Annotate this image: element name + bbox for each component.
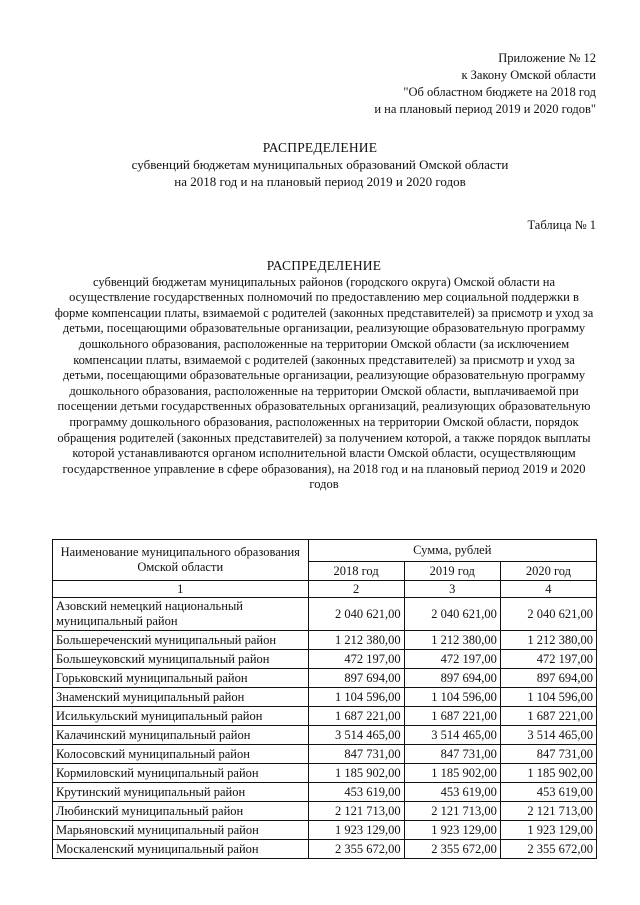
amount-2018: 3 514 465,00 (308, 726, 404, 745)
amount-2019: 1 687 221,00 (404, 707, 500, 726)
amount-2019: 1 185 902,00 (404, 764, 500, 783)
amount-2020: 897 694,00 (500, 669, 596, 688)
amount-2020: 472 197,00 (500, 650, 596, 669)
district-name: Большереченский муниципальный район (53, 631, 309, 650)
amount-2020: 2 040 621,00 (500, 598, 596, 631)
column-header-name: Наименование муниципального образования Омской области (53, 540, 309, 581)
amount-2018: 1 185 902,00 (308, 764, 404, 783)
amount-2018: 897 694,00 (308, 669, 404, 688)
district-name: Исилькульский муниципальный район (53, 707, 309, 726)
amount-2018: 1 212 380,00 (308, 631, 404, 650)
amount-2020: 847 731,00 (500, 745, 596, 764)
table-row (53, 598, 597, 631)
amount-2019: 3 514 465,00 (404, 726, 500, 745)
appendix-line: "Об областном бюджете на 2018 год (403, 85, 596, 99)
subvention-table (52, 539, 597, 859)
district-name: Калачинский муниципальный район (53, 726, 309, 745)
column-header-year: 2019 год (404, 562, 500, 581)
table-row (53, 631, 597, 650)
amount-2019: 1 212 380,00 (404, 631, 500, 650)
district-name: Крутинский муниципальный район (53, 783, 309, 802)
appendix-line: Приложение № 12 (498, 51, 596, 65)
document-subtitle-line: субвенций бюджетам муниципальных образований Омской области (131, 157, 509, 172)
amount-2019: 897 694,00 (404, 669, 500, 688)
table-row (53, 726, 597, 745)
amount-2020: 1 687 221,00 (500, 707, 596, 726)
table-row (53, 669, 597, 688)
table-title: РАСПРЕДЕЛЕНИЕ (266, 258, 382, 273)
amount-2018: 2 040 621,00 (308, 598, 404, 631)
district-name: Кормиловский муниципальный район (53, 764, 309, 783)
amount-2019: 2 355 672,00 (404, 840, 500, 859)
amount-2018: 1 687 221,00 (308, 707, 404, 726)
table-row (53, 707, 597, 726)
district-name: Большеуковский муниципальный район (53, 650, 309, 669)
amount-2019: 1 923 129,00 (404, 821, 500, 840)
appendix-line: к Закону Омской области (461, 68, 596, 82)
column-number: 4 (500, 581, 596, 598)
amount-2020: 2 121 713,00 (500, 802, 596, 821)
amount-2019: 847 731,00 (404, 745, 500, 764)
column-header-year: 2018 год (308, 562, 404, 581)
table-number-label: Таблица № 1 (527, 218, 596, 232)
district-name: Знаменский муниципальный район (53, 688, 309, 707)
amount-2018: 847 731,00 (308, 745, 404, 764)
amount-2019: 453 619,00 (404, 783, 500, 802)
document-title: РАСПРЕДЕЛЕНИЕ (262, 140, 378, 155)
column-header-sum: Сумма, рублей (308, 540, 596, 562)
amount-2018: 472 197,00 (308, 650, 404, 669)
amount-2020: 1 923 129,00 (500, 821, 596, 840)
table-row (53, 840, 597, 859)
document-subtitle-line: на 2018 год и на плановый период 2019 и 2020 годов (174, 174, 466, 189)
table-row (53, 802, 597, 821)
district-name: Марьяновский муниципальный район (53, 821, 309, 840)
amount-2018: 1 104 596,00 (308, 688, 404, 707)
table-heading (52, 258, 596, 493)
amount-2019: 2 040 621,00 (404, 598, 500, 631)
column-header-year: 2020 год (500, 562, 596, 581)
amount-2019: 472 197,00 (404, 650, 500, 669)
amount-2018: 453 619,00 (308, 783, 404, 802)
amount-2019: 1 104 596,00 (404, 688, 500, 707)
amount-2020: 1 104 596,00 (500, 688, 596, 707)
table-row (53, 821, 597, 840)
district-name: Любинский муниципальный район (53, 802, 309, 821)
district-name: Горьковский муниципальный район (53, 669, 309, 688)
amount-2018: 2 355 672,00 (308, 840, 404, 859)
appendix-block (374, 50, 596, 118)
district-name: Москаленский муниципальный район (53, 840, 309, 859)
district-name: Колосовский муниципальный район (53, 745, 309, 764)
amount-2020: 2 355 672,00 (500, 840, 596, 859)
amount-2019: 2 121 713,00 (404, 802, 500, 821)
table-row (53, 650, 597, 669)
table-row (53, 783, 597, 802)
column-number: 3 (404, 581, 500, 598)
district-name: Азовский немецкий национальный муниципальный район (53, 598, 309, 631)
amount-2020: 1 212 380,00 (500, 631, 596, 650)
table-row (53, 688, 597, 707)
column-number: 2 (308, 581, 404, 598)
amount-2020: 1 185 902,00 (500, 764, 596, 783)
amount-2020: 453 619,00 (500, 783, 596, 802)
table-row (53, 764, 597, 783)
document-heading (0, 139, 640, 190)
amount-2018: 1 923 129,00 (308, 821, 404, 840)
appendix-line: и на плановый период 2019 и 2020 годов" (374, 102, 596, 116)
table-description: субвенций бюджетам муниципальных районов (городского округа) Омской области на осуществление государственных полномочий по предоставлению мер социальной поддержки в форме компенсации платы, взимаемой с родителей (законных представителей) за присмотр и уход за детьми, посещающими образовательные организации, реализующие образовательную программу дошкольного образования, расположенные на территории Омской области (за исключением компенсации платы, взимаемой с родителей (законных представителей) за присмотр и уход за детьми, посещающими образовательные организации, реализующие образовательную программу дошкольного образования, расположенные на территории Омской области, выплачиваемой при посещении детьми государственных образовательных организаций, реализующих образовательную программу дошкольного образования, расположенных на территории Омской области, порядок обращения родителей (законных представителей) за получением которой, а также порядок выплаты которой устанавливаются органом исполнительной власти Омской области, осуществляющим государственное управление в сфере образования), на 2018 год и на плановый период 2019 и 2020 годов (54, 274, 594, 492)
column-number: 1 (53, 581, 309, 598)
table-row (53, 745, 597, 764)
amount-2018: 2 121 713,00 (308, 802, 404, 821)
amount-2020: 3 514 465,00 (500, 726, 596, 745)
